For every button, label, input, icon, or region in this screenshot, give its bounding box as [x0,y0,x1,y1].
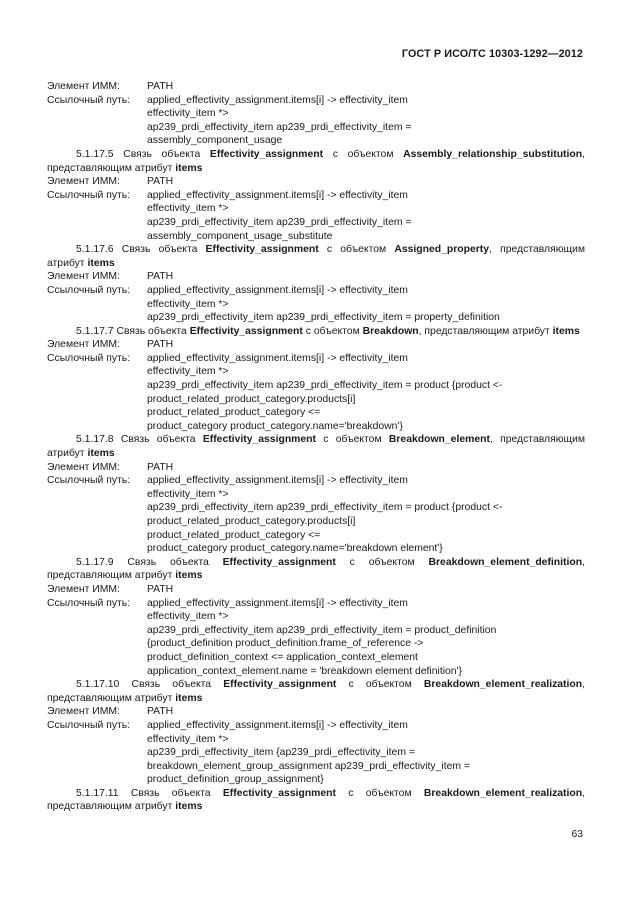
path-line: ap239_prdi_effectivity_item ap239_prdi_effectivity_item = product {product <- [147,502,503,514]
clause-pre: Связь объекта [113,434,203,446]
clause-post: , представляющим атрибут [47,787,585,813]
clause-heading [47,556,585,583]
clause-attr: items [175,570,203,582]
path-line: applied_effectivity_assignment.items[i] -> effectivity_item [147,475,408,487]
path-line: effectivity_item *> [147,108,229,120]
clause-pre: Связь объекта [119,679,224,691]
path-line: ap239_prdi_effectivity_item ap239_prdi_effectivity_item = [147,216,412,228]
reference-path-value [147,189,585,243]
path-line: {product_definition product_definition.frame_of_reference -> [147,638,424,650]
imm-element-label: Элемент ИММ: [47,176,120,188]
path-line: applied_effectivity_assignment.items[i] -> effectivity_item [147,284,408,296]
path-line: product_related_product_category.products[i] [147,516,356,527]
path-line: applied_effectivity_assignment.items[i] -> effectivity_item [147,189,408,201]
clause-num: 5.1.17.9 [76,556,114,568]
document-body [47,80,585,814]
path-line: effectivity_item *> [147,733,229,745]
imm-element-row [47,175,585,189]
path-line: ap239_prdi_effectivity_item ap239_prdi_effectivity_item = product_definition [147,624,497,636]
reference-path-row [47,474,585,556]
reference-path-label: Ссылочный путь: [47,189,131,201]
clause-mid: с объектом [323,148,404,160]
imm-value-text: PATH [147,81,174,92]
reference-path-label: Ссылочный путь: [47,597,131,609]
clause-pre: Связь объекта [113,244,206,256]
clause-obj1: Effectivity_assignment [205,244,319,256]
clause-obj2: Breakdown_element_realization [423,679,583,691]
clause-attr: items [175,692,203,704]
path-line: product_related_product_category <= [147,529,321,541]
path-line: assembly_component_usage [147,135,283,147]
clause-post: , представляющим атрибут [418,325,553,337]
reference-path-row [47,94,585,148]
imm-value-text: PATH [147,339,174,351]
imm-element-value [147,80,585,94]
clause-heading [47,787,585,814]
path-line: effectivity_item *> [147,366,229,378]
clause-obj1: Effectivity_assignment [202,434,316,446]
clause-heading [47,678,585,705]
clause-heading [47,325,585,339]
path-line: effectivity_item *> [147,611,229,623]
clause-mid: с объектом [336,679,424,691]
clause-obj2: Assembly_relationship_substitution [403,148,583,160]
clause-num: 5.1.17.10 [76,679,120,691]
imm-element-label: Элемент ИММ: [47,339,120,351]
path-line: ap239_prdi_effectivity_item ap239_prdi_effectivity_item = [147,121,412,133]
clause-num: 5.1.17.11 [76,787,119,799]
reference-path-value [147,597,585,679]
path-line: product_category product_category.name='breakdown element'} [147,543,443,555]
clause-obj1: Effectivity_assignment [222,556,336,568]
clause-post: , представляющим атрибут [47,148,585,174]
imm-element-value [147,583,585,597]
clause-obj1: Effectivity_assignment [209,148,324,160]
reference-path-row [47,284,585,325]
clause-pre: Связь объекта [113,148,210,160]
clause-mid: с объектом [335,556,429,568]
clause-obj2: Breakdown_element_realization [423,787,583,799]
path-line: ap239_prdi_effectivity_item ap239_prdi_effectivity_item = product {product <- [147,380,503,392]
reference-path-value [147,94,585,148]
path-line: effectivity_item *> [147,488,229,500]
reference-path-value [147,719,585,787]
path-line: ap239_prdi_effectivity_item ap239_prdi_effectivity_item = property_definition [147,312,500,324]
path-line: effectivity_item *> [147,203,229,215]
reference-path-label: Ссылочный путь: [47,284,131,296]
path-line: applied_effectivity_assignment.items[i] -> effectivity_item [147,719,408,731]
path-line: applied_effectivity_assignment.items[i] -> effectivity_item [147,352,408,364]
imm-element-value [147,705,585,719]
clause-obj2: Breakdown_element_definition [428,556,583,568]
imm-element-value [147,175,585,189]
reference-path-row [47,597,585,679]
imm-value-text: PATH [147,461,174,473]
clause-post: , представляющим атрибут [47,679,585,704]
imm-element-row [47,80,585,94]
clause-obj1: Effectivity_assignment [223,679,337,691]
clause-post: , представляющим атрибут [47,556,585,582]
clause-pre: Связь объекта [113,325,190,337]
imm-element-label: Элемент ИММ: [47,706,120,718]
imm-element-value [147,461,585,475]
clause-post: , представляющим атрибут [47,434,585,460]
reference-path-row [47,719,585,787]
reference-path-label: Ссылочный путь: [47,94,131,106]
clause-obj2: Assigned_property [394,244,490,256]
reference-path-value [147,474,585,556]
reference-path-label: Ссылочный путь: [47,352,131,364]
path-line: breakdown_element_group_assignment ap239_prdi_effectivity_item = [147,760,470,772]
path-line: effectivity_item *> [147,298,229,310]
clause-mid: с объектом [318,244,395,256]
clause-mid: с объектом [336,787,424,799]
imm-element-row [47,461,585,475]
clause-num: 5.1.17.8 [76,434,114,446]
clause-pre: Связь объекта [118,787,223,799]
reference-path-label: Ссылочный путь: [47,719,131,731]
page-number: 63 [571,829,583,840]
clause-num: 5.1.17.5 [76,148,114,160]
clause-obj2: Breakdown_element [388,434,490,446]
path-line: assembly_component_usage_substitute [147,230,333,242]
clause-attr: items [175,801,203,813]
imm-element-label: Элемент ИММ: [47,81,120,92]
reference-path-value [147,352,585,434]
path-line: application_context_element.name = 'breakdown element definition'} [147,665,463,677]
clause-attr: items [552,325,580,337]
reference-path-row [47,352,585,434]
imm-value-text: PATH [147,706,174,718]
imm-element-row [47,705,585,719]
path-line: product_definition_context <= application_context_element [147,651,418,663]
imm-element-row [47,583,585,597]
clause-obj1: Effectivity_assignment [222,787,336,799]
imm-element-label: Элемент ИММ: [47,271,120,283]
clause-mid: с объектом [302,325,363,337]
clause-obj2: Breakdown [362,325,419,337]
reference-path-value [147,284,585,325]
path-line: ap239_prdi_effectivity_item {ap239_prdi_effectivity_item = [147,747,415,759]
imm-value-text: PATH [147,271,174,283]
clause-obj1: Effectivity_assignment [189,325,303,337]
clause-heading [47,433,585,460]
clause-heading [47,148,585,175]
reference-path-row [47,189,585,243]
path-line: product_definition_group_assignment} [147,774,324,786]
clause-pre: Связь объекта [113,556,223,568]
clause-heading [47,243,585,270]
reference-path-label: Ссылочный путь: [47,475,131,487]
clause-attr: items [175,162,203,174]
path-line: product_category product_category.name='breakdown'} [147,420,403,432]
imm-value-text: PATH [147,176,174,188]
clause-attr: items [87,448,115,460]
clause-num: 5.1.17.7 [76,325,114,337]
path-line: applied_effectivity_assignment.items[i] -> effectivity_item [147,597,408,609]
imm-element-row [47,270,585,284]
imm-element-value [147,270,585,284]
path-line: product_related_product_category <= [147,407,321,419]
imm-element-label: Элемент ИММ: [47,461,120,473]
clause-mid: с объектом [316,434,389,446]
path-line: applied_effectivity_assignment.items[i] -> effectivity_item [147,94,408,106]
document-header: ГОСТ Р ИСО/ТС 10303-1292—2012 [401,48,583,60]
path-line: product_related_product_category.products[i] [147,393,356,405]
imm-element-label: Элемент ИММ: [47,583,120,595]
clause-post: , представляющим атрибут [47,244,586,269]
clause-attr: items [87,257,115,269]
imm-value-text: PATH [147,583,174,595]
clause-num: 5.1.17.6 [76,244,114,256]
imm-element-value [147,338,585,352]
imm-element-row [47,338,585,352]
